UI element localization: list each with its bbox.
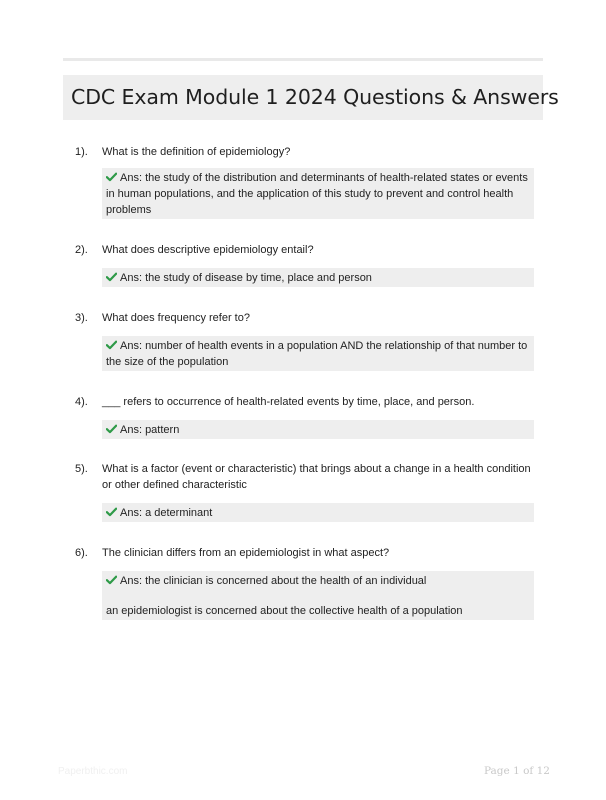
question-number: 1). — [75, 146, 88, 158]
question-number: 6). — [75, 547, 88, 559]
answer-box — [102, 168, 534, 219]
answer-text: Ans: a determinant — [120, 507, 213, 519]
title-banner — [63, 75, 559, 120]
question-number: 3). — [75, 312, 88, 324]
question-number: 2). — [75, 244, 88, 256]
answer-text: Ans: number of health events in a population AND the relationship of that number to the size of the population — [106, 340, 528, 368]
question-number: 4). — [75, 396, 88, 408]
question-text: What does descriptive epidemiology entail? — [102, 244, 314, 256]
top-divider — [63, 58, 543, 61]
check-icon — [106, 575, 117, 585]
check-icon — [106, 424, 117, 434]
footer-watermark: Paperbthic.com — [58, 766, 128, 777]
answer-text: Ans: the study of disease by time, place and person — [120, 272, 372, 284]
question-text: What is a factor (event or characteristic) that brings about a change in a health condition or other defined characteristic — [102, 463, 531, 491]
check-icon — [106, 272, 117, 282]
answer-text: Ans: the clinician is concerned about the health of an individual — [120, 575, 427, 587]
check-icon — [106, 507, 117, 517]
question-text: What does frequency refer to? — [102, 312, 250, 324]
answer-text: Ans: pattern — [120, 424, 180, 436]
answer-box — [102, 420, 534, 439]
answer-box — [102, 336, 534, 371]
question-text: What is the definition of epidemiology? — [102, 146, 291, 158]
answer-extra-text: an epidemiologist is concerned about the collective health of a population — [106, 605, 463, 617]
answer-box — [102, 571, 534, 620]
question-number: 5). — [75, 463, 88, 475]
question-text: The clinician differs from an epidemiologist in what aspect? — [102, 547, 390, 559]
page-title: CDC Exam Module 1 2024 Questions & Answers — [71, 85, 559, 109]
answer-box — [102, 268, 534, 287]
answer-box — [102, 503, 534, 522]
check-icon — [106, 172, 117, 182]
question-text: ___ refers to occurrence of health-related events by time, place, and person. — [102, 396, 475, 408]
page-number: Page 1 of 12 — [483, 765, 550, 777]
answer-text: Ans: the study of the distribution and determinants of health-related states or events in human populations, and the application of this study to prevent and control health problems — [106, 172, 528, 216]
check-icon — [106, 340, 117, 350]
